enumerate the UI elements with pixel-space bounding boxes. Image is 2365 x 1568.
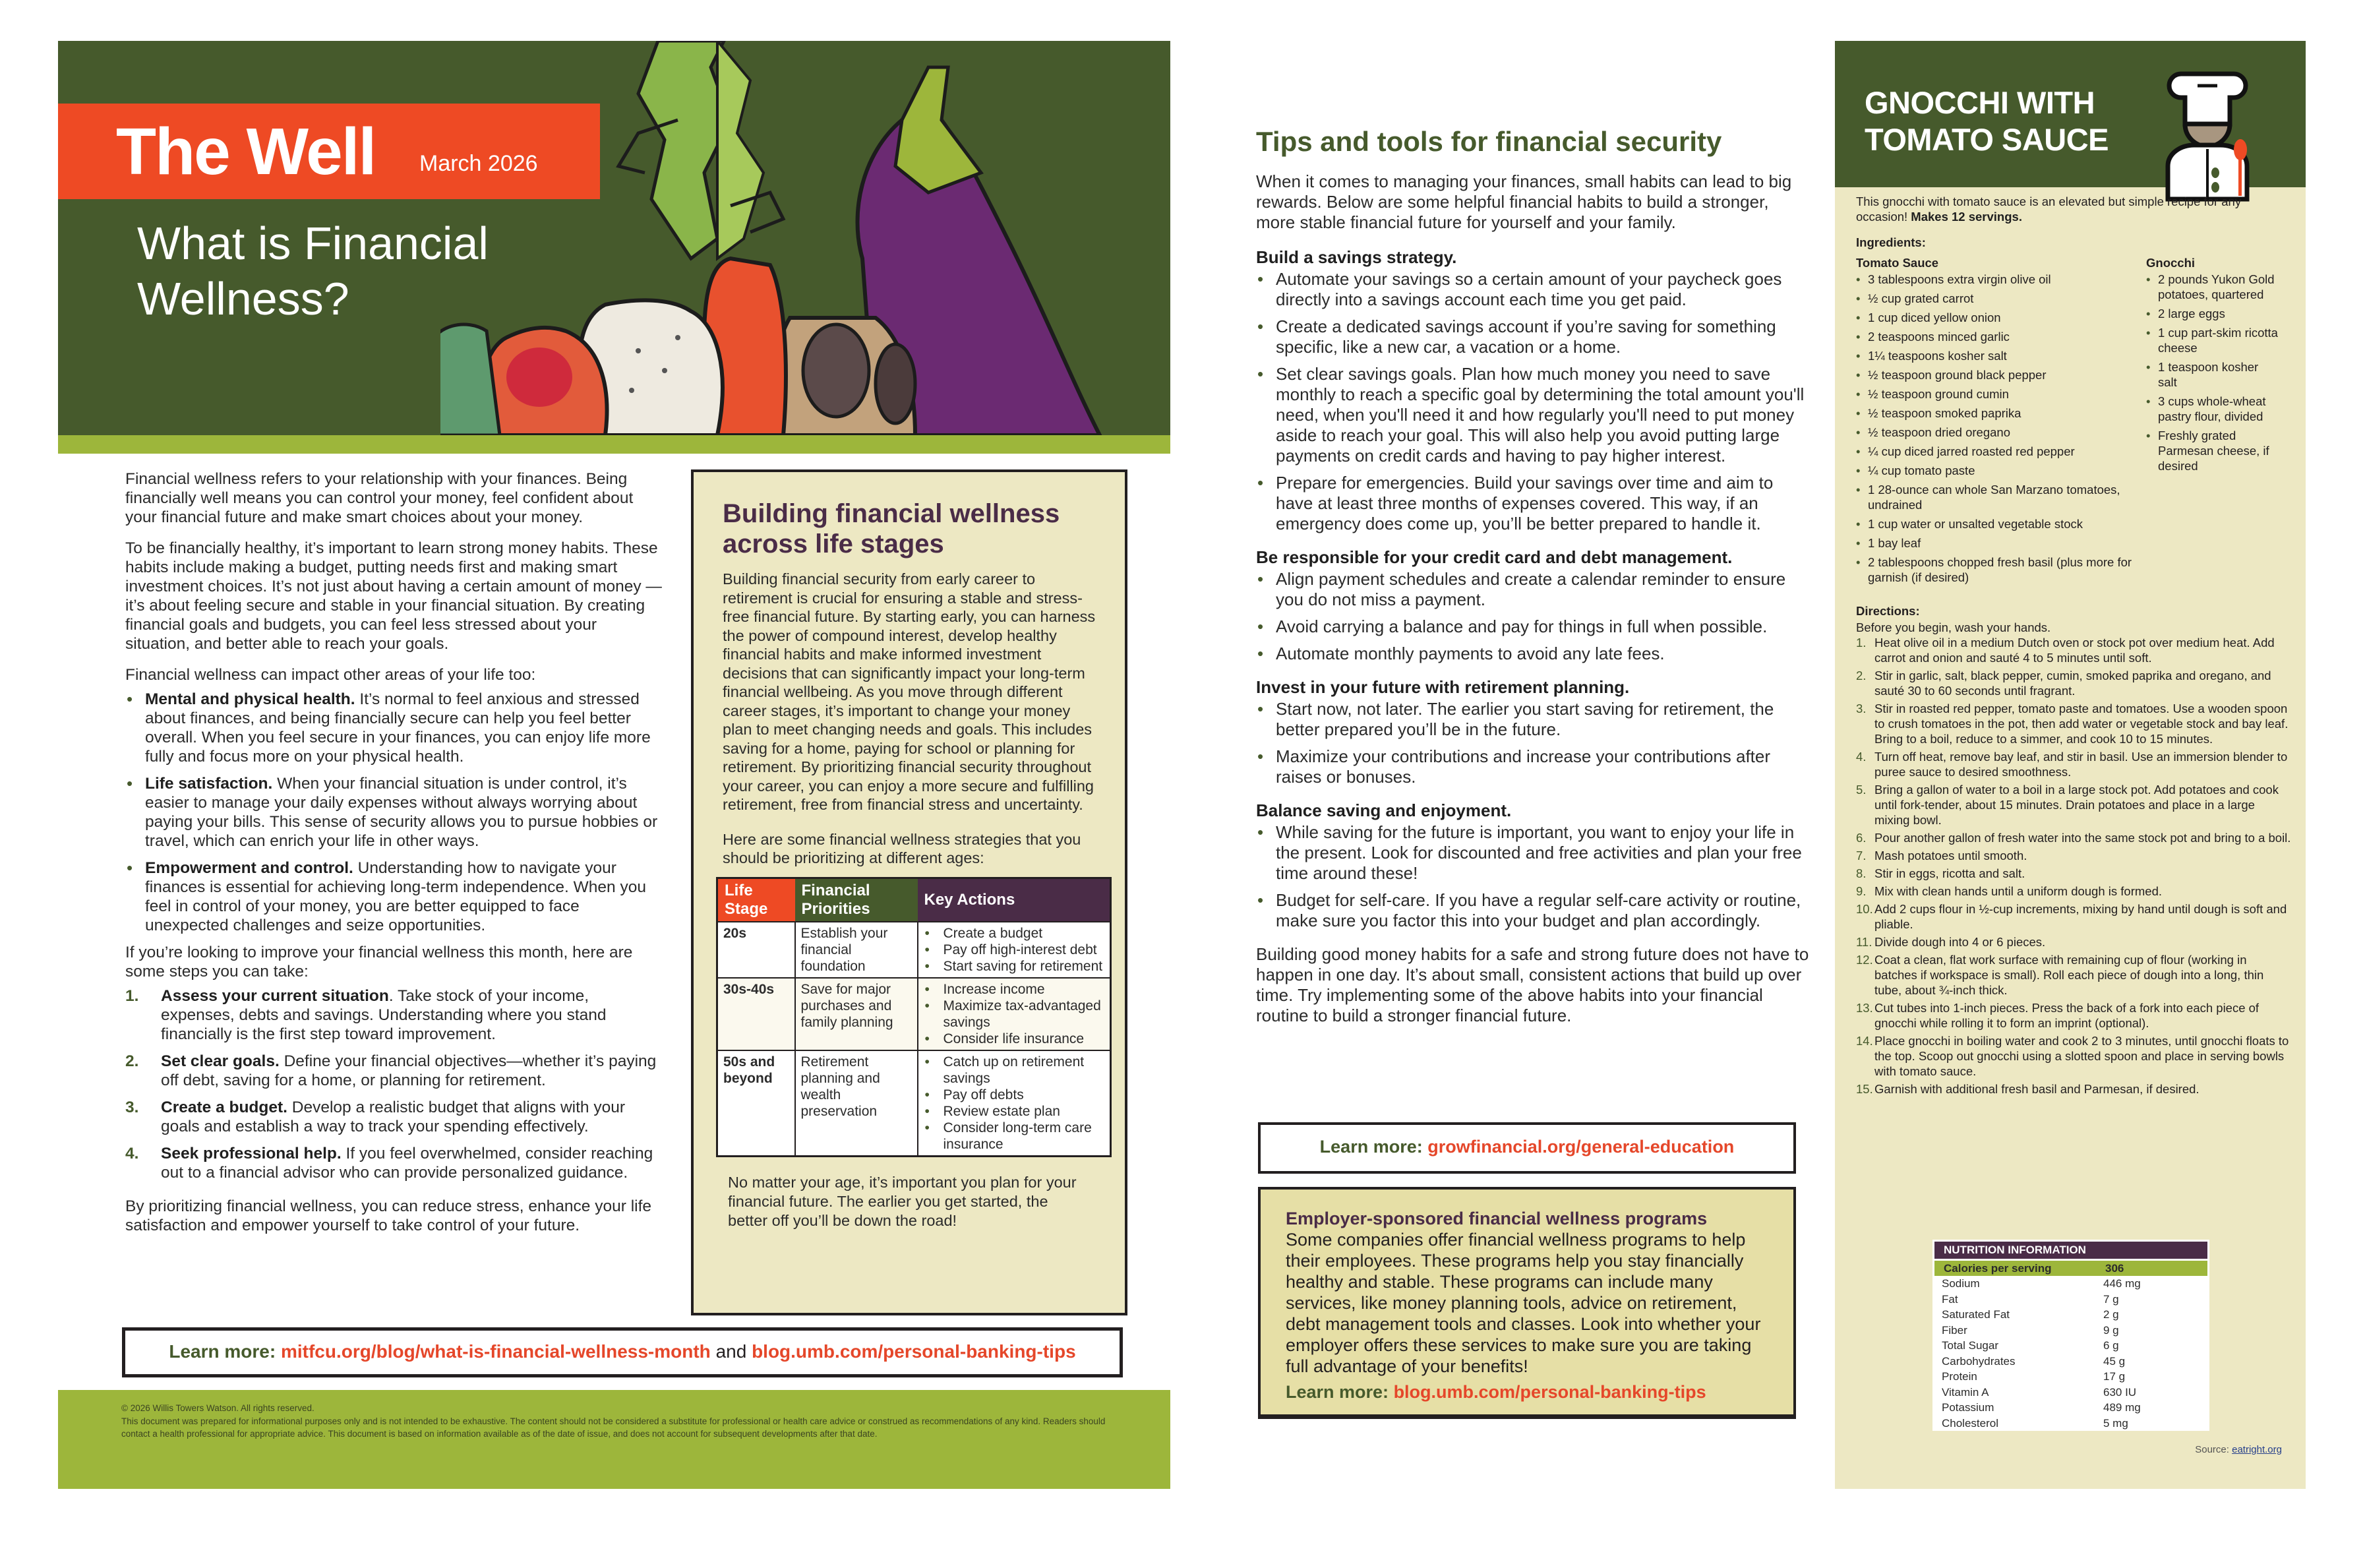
callout-title: Employer-sponsored financial wellness programs: [1286, 1209, 1708, 1228]
learn-more-label: Learn more:: [1319, 1137, 1423, 1157]
ingredient: • 1 cup water or unsalted vegetable stock: [1856, 516, 2133, 531]
direction-step: 4. Turn off heat, remove bay leaf, and stir in basil. Use an immersion blender to puree sauce to desired smoothness.: [1856, 750, 2288, 779]
direction-step: 9. Mix with clean hands until a uniform dough is formed.: [1856, 884, 2162, 898]
ingredient: • 3 cups whole-wheat pastry flour, divided: [2146, 394, 2278, 424]
servings: Makes 12 servings.: [1911, 210, 2022, 224]
steps-intro: If you’re looking to improve your financial wellness this month, here are some steps you can take:: [125, 944, 633, 980]
direction-step: 13. Cut tubes into 1-inch pieces. Press the back of a fork into each piece of gnocchi while rolling it to form an imprint (optional).: [1856, 1001, 2260, 1030]
footer-disclaimer: [58, 1390, 1170, 1489]
direction-step: 10. Add 2 cups flour in ½-cup increments, mixing by hand until dough is soft and pliable.: [1856, 902, 2287, 931]
table-row: 20s Establish your financial foundation • Create a budget • Pay off high-interest debt • Start saving for retirement: [717, 922, 1111, 978]
learn-more-link-growfinancial[interactable]: growfinancial.org/general-education: [1427, 1137, 1735, 1157]
learn-more-link-umb[interactable]: blog.umb.com/personal-banking-tips: [1393, 1382, 1706, 1402]
direction-step: 12. Coat a clean, flat work surface with remaining cup of flour (working in batches if workspace is small). Roll each piece of dough into a long, thin tube, about ¾-inch thick.: [1856, 953, 2264, 997]
source-link[interactable]: eatright.org: [2232, 1444, 2282, 1455]
learn-more-box: Learn more: mitfcu.org/blog/what-is-financial-wellness-month and blog.umb.com/personal-banking-tips: [122, 1327, 1123, 1377]
impact-list: [125, 690, 663, 935]
newsletter-hero-banner: [58, 41, 1170, 435]
column-header: Life Stage: [717, 878, 795, 922]
table-intro: Here are some financial wellness strategies that you should be prioritizing at different ages:: [723, 830, 1081, 866]
issue-date: March 2026: [419, 151, 538, 176]
direction-step: 1. Heat olive oil in a medium Dutch oven or stock pot over medium heat. Add carrot and onion and sauté 4 to 5 minutes until soft.: [1856, 636, 2275, 665]
list-item: 1. Assess your current situation. Take stock of your income, expenses, debts and savings. Understanding where you stand financially is the first step toward improvement.: [125, 987, 607, 1043]
section-title: Tips and tools for financial security: [1256, 126, 1722, 157]
savings-list: [1256, 269, 1810, 534]
list-item: • Budget for self-care. If you have a regular self-care activity or routine, make sure you factor this into your budget and plan accordingly.: [1256, 890, 1810, 931]
ingredient: • 1 cup diced yellow onion: [1856, 310, 2133, 325]
list-item: • Set clear savings goals. Plan how much money you need to save monthly to reach a specific goal by determining the total amount you'll need, when you'll need it and how regularly you'll need to put money aside to reach your goal. This will also help you avoid putting large payments on credit cards and having to pay higher interest.: [1256, 364, 1810, 466]
list-item: • While saving for the future is important, you want to enjoy your life in the present. Look for discounted and free activities and plan your free time around these!: [1256, 822, 1810, 884]
sauce-ingredients: Tomato Sauce • 3 tablespoons extra virgin olive oil • ½ cup grated carrot • 1 cup diced yellow onion • 2 teaspoons minced garlic • 1¼ teaspoons kosher salt • ½ teaspoon ground black pepper • ½ teaspoon ground cumin • ½ teaspoon smoked paprika • ½ teaspoon dried oregano • ¼ cup diced jarred roasted red pepper • ¼ cup tomato paste • 1 28-ounce can whole San Marzano tomatoes, undrained • 1 cup water or unsalted vegetable stock • 1 bay leaf • 2 tablespoons chopped fresh basil (plus more for garnish (if desired): [1856, 255, 2133, 589]
recipe-panel: [1835, 41, 2306, 1489]
ingredient: • 3 tablespoons extra virgin olive oil: [1856, 272, 2133, 287]
learn-more-label: Learn more:: [169, 1341, 276, 1362]
copyright: © 2026 Willis Towers Watson. All rights reserved.: [121, 1403, 314, 1413]
ingredient: • ½ cup grated carrot: [1856, 291, 2133, 306]
callout-paragraph: Some companies offer financial wellness programs to help their employees. These programs help you stay financially healthy and stable. These programs can include many services, like money planning tools, advice on retirement, debt management tools and classes. Look into whether your employer offers these services to make sure you are taking full advantage of your benefits!: [1286, 1230, 1761, 1376]
nutrition-row: Vitamin A 630 IU: [1942, 1385, 2137, 1399]
nutrition-row: Sodium 446 mg: [1942, 1277, 2141, 1290]
ingredient: • 1¼ teaspoons kosher salt: [1856, 348, 2133, 363]
masthead: [58, 104, 600, 199]
directions-list: [1856, 635, 2291, 1097]
column-header: Financial Priorities: [795, 878, 918, 922]
ingredient: • 2 pounds Yukon Gold potatoes, quartered: [2146, 272, 2278, 302]
intro-paragraph: Financial wellness can impact other areas of your life too:: [125, 666, 536, 684]
list-item: • Automate your savings so a certain amount of your paycheck goes directly into a savings account each time you get paid.: [1256, 269, 1810, 310]
list-item: 4. Seek professional help. If you feel overwhelmed, consider reaching out to a financial advisor who can provide personalized guidance.: [125, 1145, 653, 1182]
balance-list: [1256, 822, 1810, 931]
table-row: 50s and beyond Retirement planning and wealth preservation • Catch up on retirement savings • Pay off debts • Review estate plan • Consider long-term care insurance: [717, 1050, 1111, 1157]
ingredient: • ½ teaspoon dried oregano: [1856, 425, 2133, 440]
list-item: • Mental and physical health. It’s normal to feel anxious and stressed about finances, and being financially secure can help you feel better overall. When you feel secure in your finances, you can enjoy life more fully and focus more on your physical health.: [125, 690, 663, 766]
nutrition-row: Saturated Fat 2 g: [1942, 1308, 2119, 1321]
calories-row: Calories per serving 306: [1934, 1261, 2207, 1277]
nutrition-row: Fat 7 g: [1942, 1292, 2119, 1306]
closing-paragraph: By prioritizing financial wellness, you can reduce stress, enhance your life satisfaction and empower yourself to take control of your future.: [125, 1197, 652, 1234]
list-item: • Maximize your contributions and increase your contributions after raises or bonuses.: [1256, 746, 1810, 787]
list-item: 2. Set clear goals. Define your financial objectives—whether it’s paying off debt, saving for a home, or planning for retirement.: [125, 1052, 657, 1089]
steps-list: [125, 986, 663, 1182]
article-tips-tools: [1256, 125, 1810, 1026]
directions-heading: Directions:: [1856, 604, 1920, 618]
column-header: Key Actions: [918, 878, 1111, 922]
direction-step: 2. Stir in garlic, salt, black pepper, cumin, smoked paprika and oregano, and sauté 30 to 60 seconds until fragrant.: [1856, 669, 2271, 698]
ingredient: • 1 bay leaf: [1856, 535, 2133, 551]
nutrition-row: Fiber 9 g: [1942, 1323, 2119, 1337]
chef-icon: [2158, 67, 2257, 206]
ingredient: • ½ teaspoon ground cumin: [1856, 386, 2133, 402]
ingredient: • 2 large eggs: [2146, 306, 2278, 321]
credit-list: [1256, 569, 1810, 664]
learn-more-box-2: [1258, 1122, 1796, 1174]
page-headline: What is Financial Wellness?: [137, 218, 489, 324]
direction-step: 5. Bring a gallon of water to a boil in a large stock pot. Add potatoes and cook until fork-tender, about 15 minutes. Drain potatoes and place in a large mixing bowl.: [1856, 783, 2279, 827]
directions-intro: Before you begin, wash your hands.: [1856, 620, 2051, 634]
direction-step: 3. Stir in roasted red pepper, tomato paste and tomatoes. Use a wooden spoon to crush tomatoes in the pot, then add water or vegetable stock and bay leaf. Bring to a boil, reduce to a simmer, and cook 10 to 15 minutes.: [1856, 702, 2289, 746]
direction-step: 7. Mash potatoes until smooth.: [1856, 849, 2027, 862]
direction-step: 11. Divide dough into 4 or 6 pieces.: [1856, 935, 2046, 949]
life-stages-callout: [691, 469, 1127, 1315]
nutrition-row: Protein 17 g: [1942, 1370, 2126, 1383]
recipe-body: [1856, 194, 2291, 1099]
life-stage-table: [716, 877, 1112, 1157]
list-item: • Life satisfaction. When your financial situation is under control, it’s easier to manage your daily expenses without always worrying about paying your bills. This sense of security allows you to pursue hobbies or travel, which can enrich your life in other ways.: [125, 774, 663, 851]
newsletter-title: The Well: [116, 115, 376, 189]
intro-paragraph: Financial wellness refers to your relationship with your finances. Being financially well means you can control your money, feel confident about your financial future and make smart choices about your money.: [125, 470, 634, 526]
direction-step: 14. Place gnocchi in boiling water and cook 2 to 3 minutes, until gnocchi floats to the top. Scoop out gnocchi using a slotted spoon and place in serving bowls with tomato sauce.: [1856, 1034, 2289, 1078]
nutrition-title: NUTRITION INFORMATION: [1934, 1242, 2207, 1259]
ingredient: • ½ teaspoon ground black pepper: [1856, 367, 2133, 382]
ingredient: • ½ teaspoon smoked paprika: [1856, 406, 2133, 421]
subsection-heading: Invest in your future with retirement planning.: [1256, 677, 1630, 697]
ingredient: • Freshly grated Parmesan cheese, if desired: [2146, 428, 2278, 473]
subsection-heading: Build a savings strategy.: [1256, 247, 1457, 267]
list-item: • Automate monthly payments to avoid any late fees.: [1256, 644, 1810, 664]
list-item: • Prepare for emergencies. Build your savings over time and aim to have at least three months of expenses covered. This way, if an emergency does come up, you’ll be better prepared to handle it.: [1256, 473, 1810, 534]
recipe-source: Source: eatright.org: [2195, 1444, 2282, 1455]
ingredients: [1856, 255, 2291, 589]
list-item: • Start now, not later. The earlier you start saving for retirement, the better prepared you’ll be in the future.: [1256, 699, 1810, 740]
direction-step: 8. Stir in eggs, ricotta and salt.: [1856, 866, 2025, 880]
learn-more-line: Learn more: blog.umb.com/personal-banking-tips: [1286, 1382, 1706, 1402]
learn-more-link-mitfcu[interactable]: mitfcu.org/blog/what-is-financial-wellness-month: [280, 1341, 711, 1362]
disclaimer-text: This document was prepared for informational purposes only and is not intended to be exhaustive. The content should not be considered a substitute for professional or health care advice or construed as recommendations of any kind. Readers should contact a health professional for appropriate advice. This document is based on information available as of the date of issue, and does not account for subsequent developments after that date.: [121, 1416, 1106, 1439]
subsection-heading: Balance saving and enjoyment.: [1256, 800, 1512, 820]
nutrition-row: Carbohydrates 45 g: [1942, 1354, 2126, 1368]
recipe-title: GNOCCHI WITH TOMATO SAUCE: [1865, 85, 2109, 157]
article-financial-wellness: [125, 469, 663, 1247]
ingredient: • 1 teaspoon kosher salt: [2146, 359, 2278, 390]
ingredients-heading: Ingredients:: [1856, 235, 1926, 249]
section-closing: Building good money habits for a safe and strong future does not have to happen in one day. It’s about small, consistent actions that build up over time. Try implementing some of the above habits into your financial routine to build a stronger financial future.: [1256, 944, 1809, 1025]
table-row: 30s-40s Save for major purchases and family planning • Increase income • Maximize tax-advantaged savings • Consider life insurance: [717, 978, 1111, 1050]
gnocchi-ingredients: Gnocchi • 2 pounds Yukon Gold potatoes, quartered • 2 large eggs • 1 cup part-skim ricotta cheese • 1 teaspoon kosher salt • 3 cups whole-wheat pastry flour, divided • Freshly grated Parmesan cheese, if desired: [2146, 255, 2278, 589]
nutrition-row: Cholesterol 5 mg: [1942, 1416, 2128, 1430]
nutrition-table: [1932, 1240, 2209, 1431]
learn-more-link-umb[interactable]: blog.umb.com/personal-banking-tips: [752, 1341, 1076, 1362]
list-item: • Avoid carrying a balance and pay for things in full when possible.: [1256, 617, 1810, 637]
callout-title: Building financial wellness across life stages: [723, 499, 1060, 558]
ingredient: • 2 teaspoons minced garlic: [1856, 329, 2133, 344]
ingredient: • ¼ cup diced jarred roasted red pepper: [1856, 444, 2133, 459]
retirement-list: [1256, 699, 1810, 787]
callout-paragraph: Building financial security from early career to retirement is crucial for ensuring a stable and stress-free financial future. By starting early, you can harness the power of compound interest, develop healthy financial habits and make informed investment decisions that can significantly impact your long-term financial wellbeing. As you move through different career stages, it’s important to change your money plan to meet changing needs and goals. This includes saving for a home, paying for school or planning for retirement. By prioritizing financial security throughout your career, you can enjoy a more secure and fulfilling retirement, free from financial stress and uncertainty.: [723, 570, 1096, 813]
section-intro: When it comes to managing your finances, small habits can lead to big rewards. Below are some helpful financial habits to build a stronger, more stable financial future for yourself and your family.: [1256, 171, 1792, 232]
vegetables-illustration-icon: [440, 41, 1170, 435]
direction-step: 6. Pour another gallon of fresh water into the same stock pot and bring to a boil.: [1856, 831, 2291, 845]
hero-accent-stripe: [58, 435, 1170, 454]
list-item: • Create a dedicated savings account if you’re saving for something specific, like a new car, a vacation or a home.: [1256, 317, 1810, 357]
callout-closing: No matter your age, it’s important you plan for your financial future. The earlier you get started, the better off you’ll be down the road!: [728, 1173, 1077, 1229]
recipe-intro: This gnocchi with tomato sauce is an elevated but simple recipe for any occasion!: [1856, 195, 2242, 224]
employer-programs-callout: [1258, 1187, 1796, 1419]
nutrition-row: Potassium 489 mg: [1942, 1401, 2141, 1414]
intro-paragraph: To be financially healthy, it’s important to learn strong money habits. These habits include making a budget, putting needs first and making smart investment choices. It’s not just about having a certain amount of money — it’s about feeling secure and stable in your financial situation. By creating financial goals and budgets, you can feel less stressed about your situation, and better able to reach your goals.: [125, 539, 662, 653]
list-item: 3. Create a budget. Develop a realistic budget that aligns with your goals and establish a way to track your spending effectively.: [125, 1099, 626, 1135]
ingredient: • 1 cup part-skim ricotta cheese: [2146, 325, 2278, 355]
list-item: • Align payment schedules and create a calendar reminder to ensure you do not miss a payment.: [1256, 569, 1810, 610]
nutrition-row: Total Sugar 6 g: [1942, 1339, 2119, 1352]
direction-step: 15. Garnish with additional fresh basil and Parmesan, if desired.: [1856, 1082, 2200, 1096]
ingredient: • 2 tablespoons chopped fresh basil (plus more for garnish (if desired): [1856, 555, 2133, 585]
subsection-heading: Be responsible for your credit card and debt management.: [1256, 547, 1733, 567]
list-item: • Empowerment and control. Understanding how to navigate your finances is essential for achieving long-term independence. When you feel in control of your money, you are better equipped to face unexpected challenges and seize opportunities.: [125, 859, 663, 935]
ingredient: • ¼ cup tomato paste: [1856, 463, 2133, 478]
ingredient: • 1 28-ounce can whole San Marzano tomatoes, undrained: [1856, 482, 2133, 512]
